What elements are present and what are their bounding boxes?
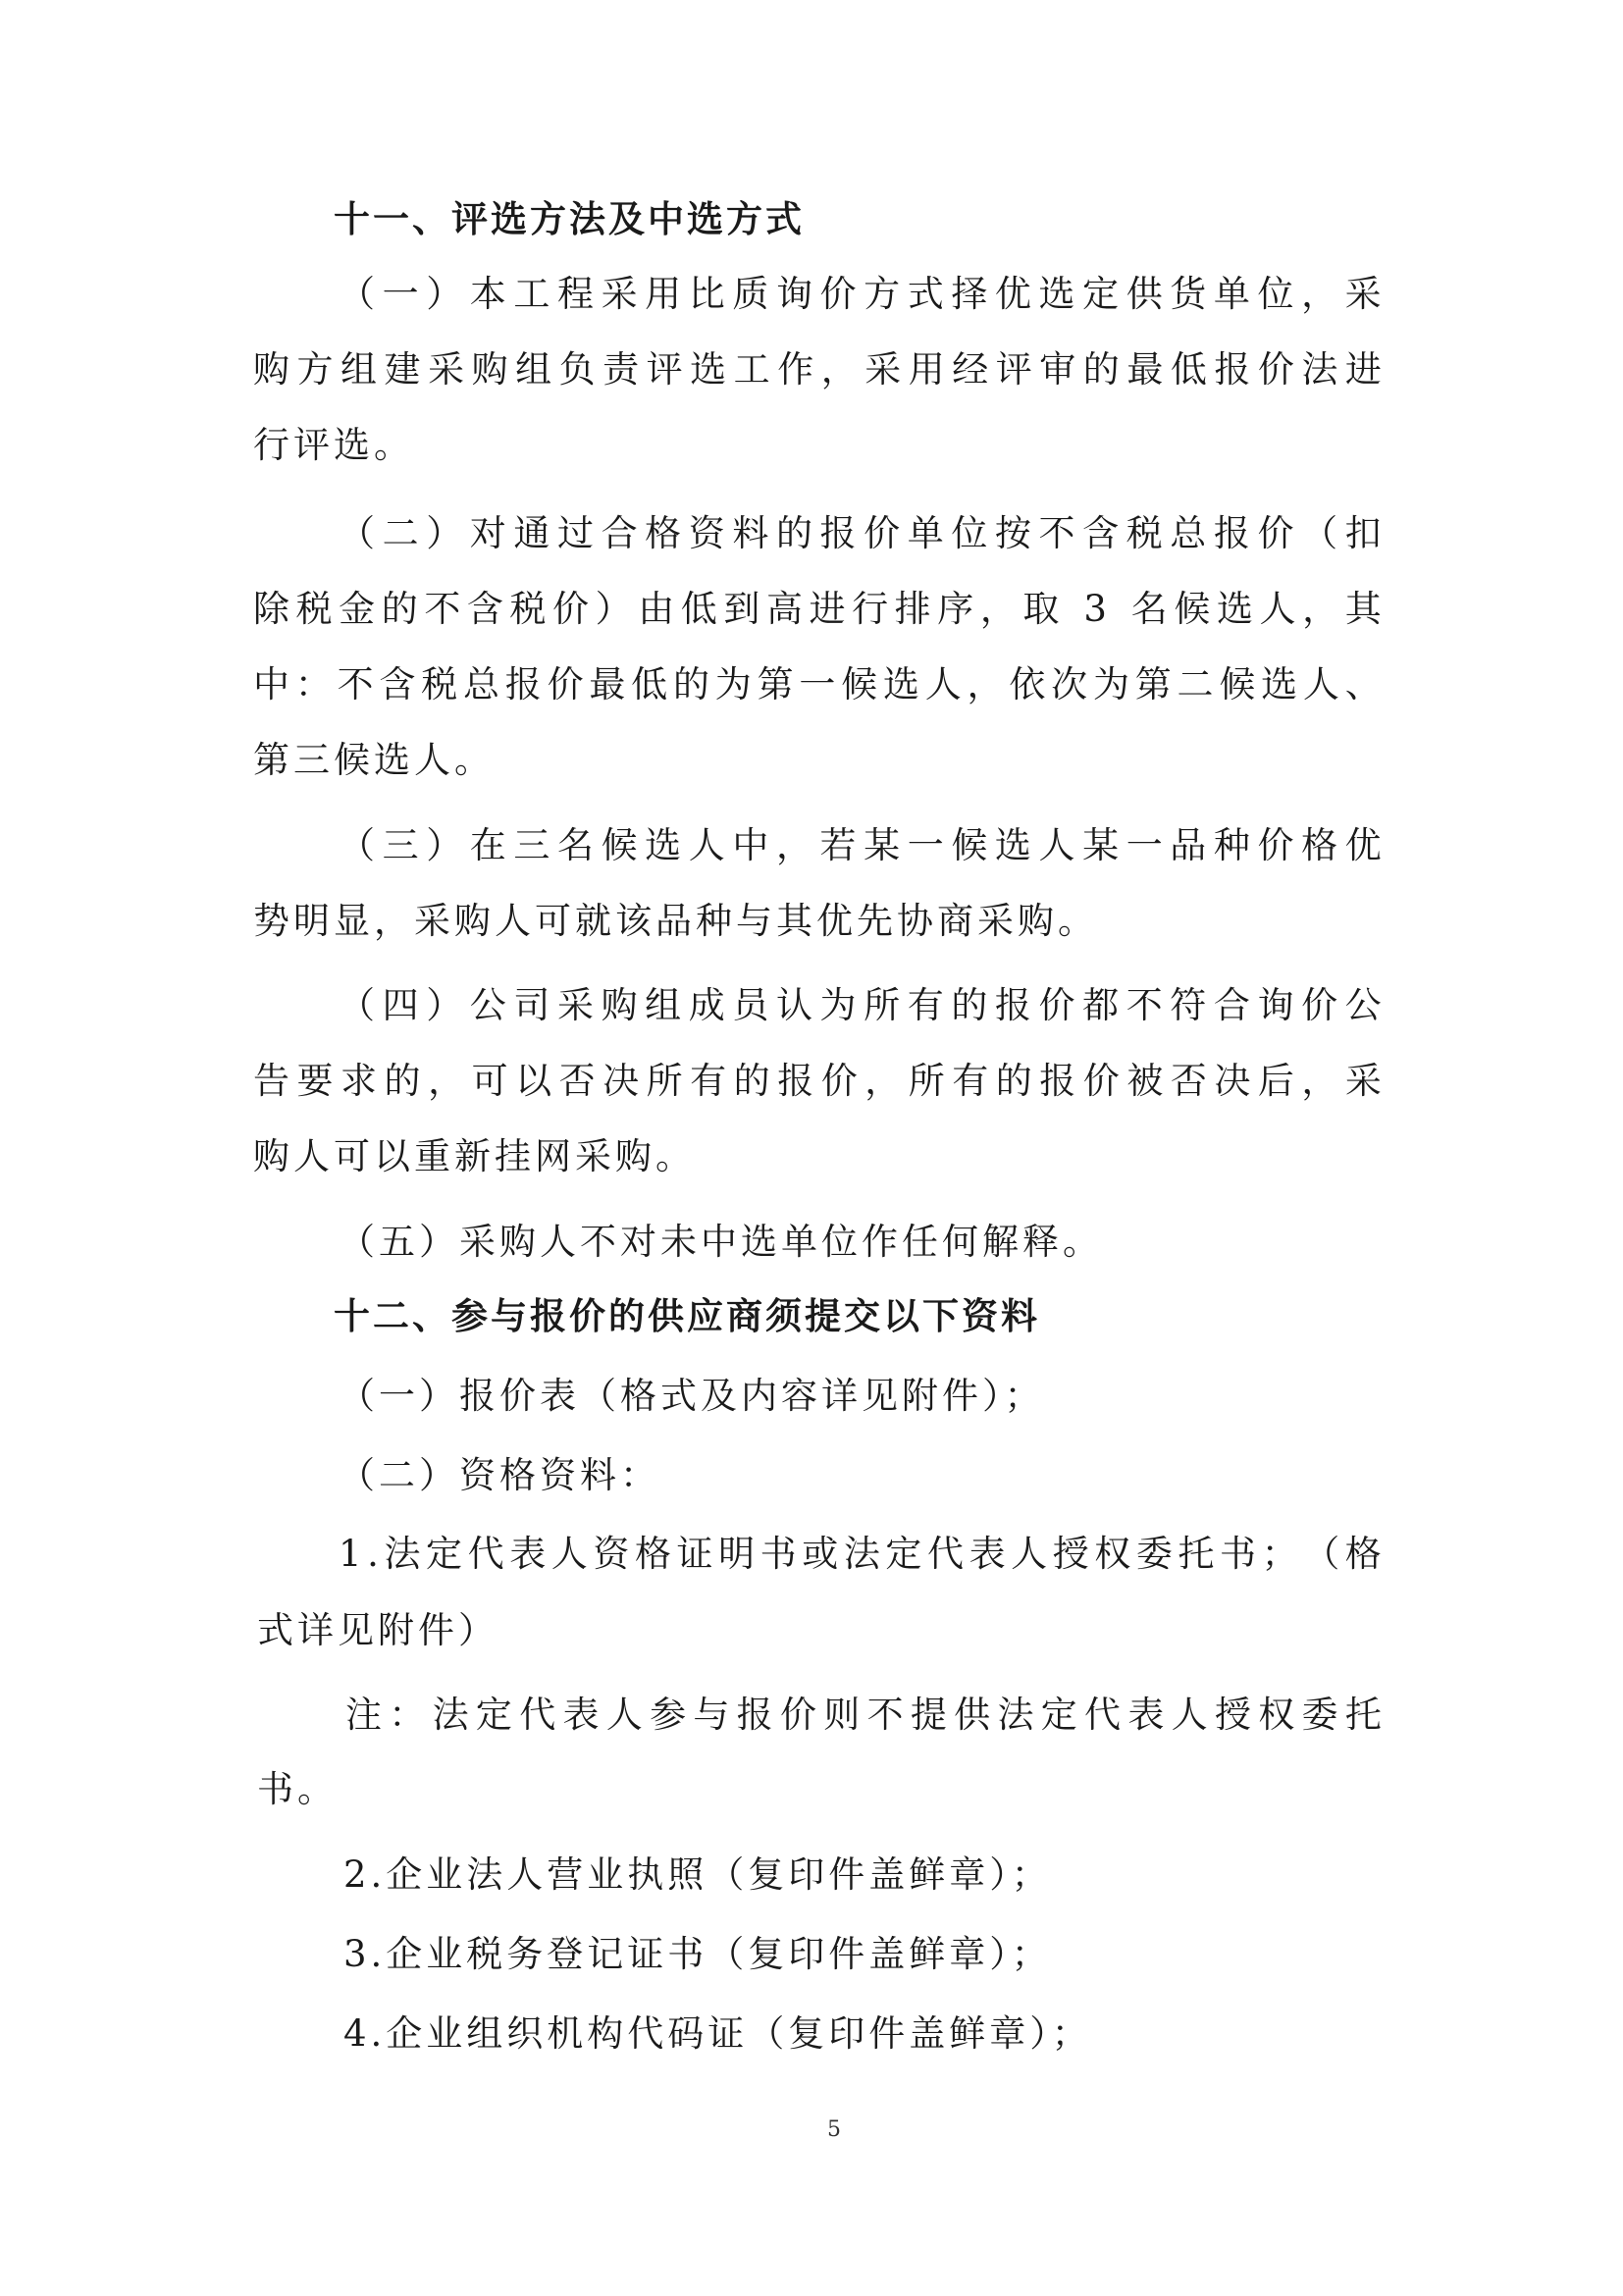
paragraph-line: 告 要 求 的 ， 可 以 否 决 所 有 的 报 价 ， 所 有 的 报 价 被 否 决 后 ， 采 [253,1060,1382,1102]
paragraph-line: 购 方 组 建 采 购 组 负 责 评 选 工 作 ， 采 用 经 评 审 的 最 低 报 价 法 进 [253,348,1382,391]
paragraph-line: （五）采购人不对未中选单位作任何解释。 [339,1221,1103,1263]
paragraph-line: 势明显，采购人可就该品种与其优先协商采购。 [253,900,1098,942]
paragraph-line: 中 ： 不 含 税 总 报 价 最 低 的 为 第 一 候 选 人 ， 依 次 为 第 二 候 选 人 、 [253,663,1382,705]
paragraph-line: 除 税 金 的 不 含 税 价 ） 由 低 到 高 进 行 排 序 ， 取 3 名 候 选 人 ， 其 [253,588,1382,630]
paragraph-line: 式详见附件） [257,1609,498,1651]
paragraph-line: 注 ： 法 定 代 表 人 参 与 报 价 则 不 提 供 法 定 代 表 人 授 权 委 托 [345,1694,1382,1736]
paragraph-line: （ 三 ） 在 三 名 候 选 人 中 ， 若 某 一 候 选 人 某 一 品 种 价 格 优 [339,824,1382,866]
section-heading-12: 十二、参与报价的供应商须提交以下资料 [334,1295,1040,1337]
section-heading-11: 十一、评选方法及中选方式 [334,198,805,240]
paragraph-line: 2.企业法人营业执照（复印件盖鲜章）； [343,1853,1052,1896]
paragraph-line: 1 . 法 定 代 表 人 资 格 证 明 书 或 法 定 代 表 人 授 权 委 托 书 ； （ 格 [339,1533,1382,1575]
paragraph-line: （一）报价表（格式及内容详见附件）； [339,1375,1045,1417]
paragraph-line: 书。 [257,1768,338,1810]
paragraph-line: 第三候选人。 [253,739,495,781]
paragraph-line: （ 四 ） 公 司 采 购 组 成 员 认 为 所 有 的 报 价 都 不 符 合 询 价 公 [339,984,1382,1026]
paragraph-line: 购人可以重新挂网采购。 [253,1135,696,1177]
paragraph-line: （ 一 ） 本 工 程 采 用 比 质 询 价 方 式 择 优 选 定 供 货 单 位 ， 采 [339,273,1382,315]
page-number: 5 [827,2117,841,2142]
paragraph-line: 4.企业组织机构代码证（复印件盖鲜章）； [343,2012,1092,2055]
paragraph-line: 3.企业税务登记证书（复印件盖鲜章）； [343,1933,1052,1975]
paragraph-line: （二）资格资料： [339,1454,660,1496]
paragraph-line: （ 二 ） 对 通 过 合 格 资 料 的 报 价 单 位 按 不 含 税 总 报 价 （ 扣 [339,512,1382,554]
paragraph-line: 行评选。 [253,424,414,466]
